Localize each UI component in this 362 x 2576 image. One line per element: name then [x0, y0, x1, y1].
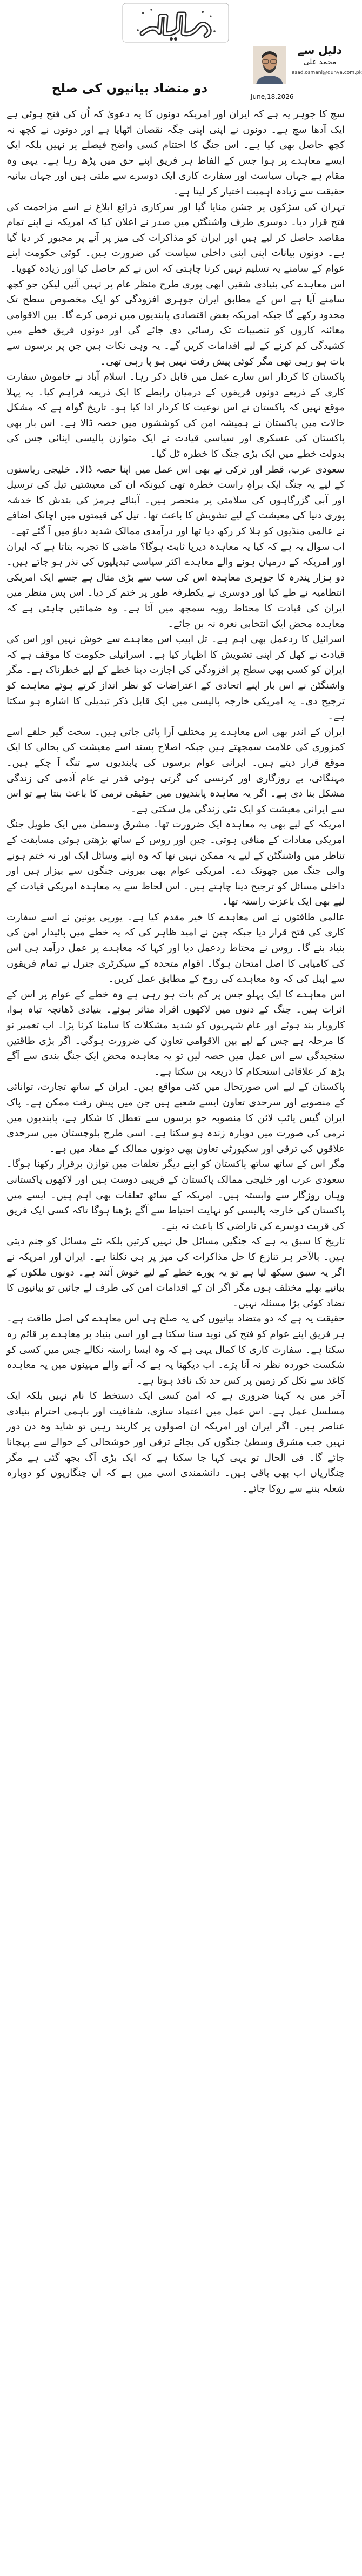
author-photo — [253, 46, 286, 84]
article-paragraph: عالمی طاقتوں نے اس معاہدے کا خیر مقدم کیا ہے۔ یورپی یونین نے اسے سفارت کاری کی فتح قرار دیا جبکہ چین نے امید ظاہر کی کہ یہ خطے میں پائیدار امن کی بنیاد بنے گا۔ روس نے محتاط ردعمل دیا اور کہا کہ معاہدے پر عمل درآمد ہی اس کی کامیابی کا اصل امتحان ہوگا۔ اقوام متحدہ کے سیکرٹری جنرل نے تمام فریقوں سے اپیل کی کہ وہ معاہدے کی روح کے مطابق عمل کریں۔ — [6, 911, 345, 985]
article-paragraph: تاریخ کا سبق یہ ہے کہ جنگیں مسائل حل نہیں کرتیں بلکہ نئے مسائل کو جنم دیتی ہیں۔ بالآخر ہر تنازع کا حل مذاکرات کی میز پر ہی نکلتا ہے۔ ایران اور امریکہ نے اگر یہ سبق سیکھ لیا ہے تو یہ پورے خطے کے لیے خوش آئند ہے۔ دونوں ملکوں کے بیانیے بھلے مختلف ہوں مگر اگر ان کے اقدامات امن کی طرف لے جائیں تو بیانیوں کا تضاد کوئی بڑا مسئلہ نہیں۔ — [6, 1236, 345, 1309]
newspaper-logo-graphic — [122, 2, 230, 43]
author-email[interactable]: asad.osmani@dunya.com.pk — [292, 70, 362, 76]
author-portrait-graphic — [253, 46, 286, 84]
article-body — [6, 107, 345, 2570]
column-meta — [292, 44, 362, 76]
article-paragraph: سعودی عرب، قطر اور ترکی نے بھی اس عمل میں اپنا حصہ ڈالا۔ خلیجی ریاستوں کے لیے یہ جنگ ایک براہِ راست خطرہ تھی کیونکہ ان کی معیشتیں تیل کی ترسیل اور آبی گزرگاہوں کی سلامتی پر منحصر ہیں۔ آبنائے ہرمز کی بندش کا خدشہ پوری دنیا کی معیشت کے لیے تشویش کا باعث تھا۔ تیل کی قیمتوں میں اچانک اضافے نے عالمی منڈیوں کو ہلا کر رکھ دیا تھا اور درآمدی ممالک شدید دباؤ میں آ گئے تھے۔ — [6, 463, 345, 537]
masthead — [0, 0, 362, 103]
article-paragraph: ایران کے اندر بھی اس معاہدے پر مختلف آرا پائی جاتی ہیں۔ سخت گیر حلقے اسے کمزوری کی علامت سمجھتے ہیں جبکہ اصلاح پسند اسے معیشت کی بحالی کا ایک موقع قرار دیتے ہیں۔ ایرانی عوام برسوں کی پابندیوں سے تنگ آ چکے ہیں۔ مہنگائی، بے روزگاری اور کرنسی کی گرتی ہوئی قدر نے عام آدمی کی زندگی مشکل بنا دی ہے۔ اگر یہ معاہدہ پابندیوں میں حقیقی نرمی کا باعث بنتا ہے تو اس سے ایرانی معیشت کو ایک نئی زندگی مل سکتی ہے۔ — [6, 726, 345, 815]
author-name: محمد علی — [303, 58, 337, 66]
article-paragraph: آخر میں یہ کہنا ضروری ہے کہ امن کسی ایک دستخط کا نام نہیں بلکہ ایک مسلسل عمل ہے۔ اس عمل میں اعتماد سازی، شفافیت اور باہمی احترام بنیادی عناصر ہیں۔ اگر ایران اور امریکہ ان اصولوں پر کاربند رہیں تو شاید وہ دن دور نہیں جب مشرق وسطیٰ جنگوں کی بجائے ترقی اور خوشحالی کے حوالے سے پہچانا جائے گا۔ فی الحال تو یہی کہا جا سکتا ہے کہ ایک بڑی آگ بجھ گئی ہے مگر چنگاریاں اب بھی باقی ہیں۔ دانشمندی اسی میں ہے کہ ان چنگاریوں کو دوبارہ شعلہ بننے سے روکا جائے۔ — [6, 1390, 345, 1494]
article-paragraph: حقیقت یہ ہے کہ دو متضاد بیانیوں کی یہ صلح ہی اس معاہدے کی اصل طاقت ہے۔ ہر فریق اپنے عوام کو فتح کی نوید سنا سکتا ہے اور اسی بنیاد پر معاہدے پر قائم رہ سکتا ہے۔ سفارت کاری کا کمال یہی ہے کہ وہ ایسا راستہ نکالے جس میں کسی کو شکست خوردہ نظر نہ آنا پڑے۔ اب دیکھنا یہ ہے کہ آنے والے مہینوں میں یہ معاہدہ کاغذ سے نکل کر زمین پر کس حد تک نافذ ہوتا ہے۔ — [6, 1313, 345, 1386]
article-paragraph: پاکستان کا کردار اس سارے عمل میں قابل ذکر رہا۔ اسلام آباد نے خاموش سفارت کاری کے ذریعے دونوں فریقوں کے درمیان رابطے کا ایک ذریعہ فراہم کیا۔ یہ پہلا موقع نہیں کہ پاکستان نے اس نوعیت کا کردار ادا کیا ہو۔ تاریخ گواہ ہے کہ مشکل حالات میں پاکستان نے ہمیشہ امن کی کوششوں میں حصہ ڈالا ہے۔ اس بار بھی پاکستان کی عسکری اور سیاسی قیادت نے ایک متوازن پالیسی اپنائی جس کی بدولت خطے میں ایک بڑی جنگ کا خطرہ ٹل گیا۔ — [6, 371, 345, 460]
article-paragraph: اب سوال یہ ہے کہ کیا یہ معاہدہ دیرپا ثابت ہوگا؟ ماضی کا تجربہ بتاتا ہے کہ ایران اور امریکہ کے درمیان ہونے والے معاہدے اکثر سیاسی تبدیلیوں کی نذر ہو جاتے ہیں۔ دو ہزار پندرہ کا جوہری معاہدہ اس کی سب سے بڑی مثال ہے جسے ایک امریکی انتظامیہ نے طے کیا اور دوسری نے یکطرفہ طور پر ختم کر دیا۔ اس پس منظر میں ایران کی قیادت کا محتاط رویہ سمجھ میں آتا ہے۔ وہ ضمانتیں چاہتی ہے کہ معاہدہ محض ایک انتخابی نعرہ نہ بن جائے۔ — [6, 541, 345, 630]
article-paragraph: پاکستان کے لیے اس صورتحال میں کئی مواقع ہیں۔ ایران کے ساتھ تجارت، توانائی کے منصوبے اور سرحدی تعاون ایسے شعبے ہیں جن میں پیش رفت ممکن ہے۔ پاک ایران گیس پائپ لائن کا منصوبہ جو برسوں سے تعطل کا شکار ہے، پابندیوں میں نرمی کی صورت میں دوبارہ زندہ ہو سکتا ہے۔ اسی طرح بلوچستان میں سرحدی علاقوں کی ترقی اور سکیورٹی تعاون بھی دونوں ممالک کے مفاد میں ہے۔ — [6, 1081, 345, 1155]
article-title: دو متضاد بیانیوں کی صلح — [51, 82, 208, 96]
article-paragraph: مگر اس کے ساتھ ساتھ پاکستان کو اپنے دیگر تعلقات میں توازن برقرار رکھنا ہوگا۔ سعودی عرب اور خلیجی ممالک پاکستان کے قریبی دوست ہیں اور لاکھوں پاکستانی وہاں روزگار سے وابستہ ہیں۔ امریکہ کے ساتھ تعلقات بھی اہم ہیں۔ ایسے میں پاکستان کی خارجہ پالیسی کو نہایت احتیاط سے آگے بڑھنا ہوگا تاکہ کسی ایک فریق کی قربت دوسرے کی ناراضی کا باعث نہ بنے۔ — [6, 1158, 345, 1232]
article-paragraph: امریکہ کے لیے بھی یہ معاہدہ ایک ضرورت تھا۔ مشرق وسطیٰ میں ایک طویل جنگ امریکی مفادات کے منافی ہوتی۔ چین اور روس کے ساتھ بڑھتی ہوئی مسابقت کے تناظر میں واشنگٹن کے لیے یہ ممکن نہیں تھا کہ وہ اپنے وسائل ایک اور نہ ختم ہونے والی جنگ میں جھونک دے۔ امریکی عوام بھی بیرونی جنگوں سے بیزار ہیں اور داخلی مسائل کو ترجیح دینا چاہتے ہیں۔ اس لحاظ سے یہ معاہدہ امریکی قیادت کے لیے بھی ایک باعزت راستہ تھا۔ — [6, 819, 345, 908]
article-paragraph: اسرائیل کا ردعمل بھی اہم ہے۔ تل ابیب اس معاہدے سے خوش نہیں اور اس کی قیادت نے کھل کر اپنی تشویش کا اظہار کیا ہے۔ اسرائیلی حکومت کا موقف ہے کہ ایران کو کسی بھی سطح پر افزودگی کی اجازت دینا خطے کے لیے خطرناک ہے۔ مگر واشنگٹن نے اس بار اپنے اتحادی کے اعتراضات کو نظر انداز کرتے ہوئے معاہدے کو ترجیح دی۔ یہ امریکی خارجہ پالیسی میں ایک قابل ذکر تبدیلی کا اشارہ ہو سکتا ہے۔ — [6, 633, 345, 723]
newspaper-logo — [122, 2, 230, 43]
column-name: دلیل سے — [297, 44, 343, 57]
article-paragraph: اس معاہدے کا ایک پہلو جس پر کم بات ہو رہی ہے وہ خطے کے عوام پر اس کے اثرات ہیں۔ جنگ کے دنوں میں لاکھوں افراد متاثر ہوئے۔ بنیادی ڈھانچہ تباہ ہوا، کاروبار بند ہوئے اور عام شہریوں کو شدید مشکلات کا سامنا کرنا پڑا۔ اب تعمیر نو کا مرحلہ ہے جس کے لیے بین الاقوامی تعاون کی ضرورت ہوگی۔ اگر بڑی طاقتیں سنجیدگی سے اس عمل میں حصہ لیں تو یہ معاہدہ محض ایک جنگ بندی سے آگے بڑھ کر علاقائی استحکام کا ذریعہ بن سکتا ہے۔ — [6, 988, 345, 1077]
article-paragraph: تہران کی سڑکوں پر جشن منایا گیا اور سرکاری ذرائع ابلاغ نے اسے مزاحمت کی فتح قرار دیا۔ دوسری طرف واشنگٹن میں صدر نے اعلان کیا کہ امریکہ نے اپنے تمام مقاصد حاصل کر لیے ہیں اور ایران کو مذاکرات کی میز پر آنے پر مجبور کر دیا گیا ہے۔ دونوں بیانات اپنی اپنی داخلی سیاست کی ضرورت ہیں۔ کوئی حکومت اپنے عوام کے سامنے یہ تسلیم نہیں کرنا چاہتی کہ اس نے کم حاصل کیا اور زیادہ کھویا۔ — [6, 201, 345, 274]
article-date: June,18,2026 — [251, 93, 294, 100]
article-paragraph: سچ کا جوہر یہ ہے کہ ایران اور امریکہ دونوں کا یہ دعویٰ کہ اُن کی فتح ہوئی ہے ایک آدھا سچ ہے۔ دونوں نے اپنی اپنی جگہ نقصان اٹھایا ہے اور دونوں نے کچھ نہ کچھ حاصل بھی کیا ہے۔ اس جنگ کا اختتام کسی واضح فیصلے پر نہیں بلکہ ایک ایسے معاہدے پر ہوا جس کے الفاظ ہر فریق اپنے حق میں پڑھ رہا ہے۔ یہی وہ مقام ہے جہاں سیاست اور سفارت کاری ایک دوسرے سے ملتی ہیں اور جہاں بیانیہ حقیقت سے زیادہ اہمیت اختیار کر لیتا ہے۔ — [6, 109, 345, 197]
article-paragraph: اس معاہدے کی بنیادی شقیں ابھی پوری طرح منظر عام پر نہیں آئیں لیکن جو کچھ سامنے آیا ہے اس کے مطابق ایران جوہری افزودگی کو ایک مخصوص سطح تک محدود رکھے گا جبکہ امریکہ بعض اقتصادی پابندیوں میں نرمی کرے گا۔ بین الاقوامی معائنہ کاروں کو تنصیبات تک رسائی دی جائے گی اور دونوں فریق خطے میں کشیدگی کم کرنے کے لیے اقدامات کریں گے۔ یہ وہی نکات ہیں جن پر برسوں سے بات ہو رہی تھی مگر کوئی پیش رفت نہیں ہو پا رہی تھی۔ — [6, 278, 345, 367]
